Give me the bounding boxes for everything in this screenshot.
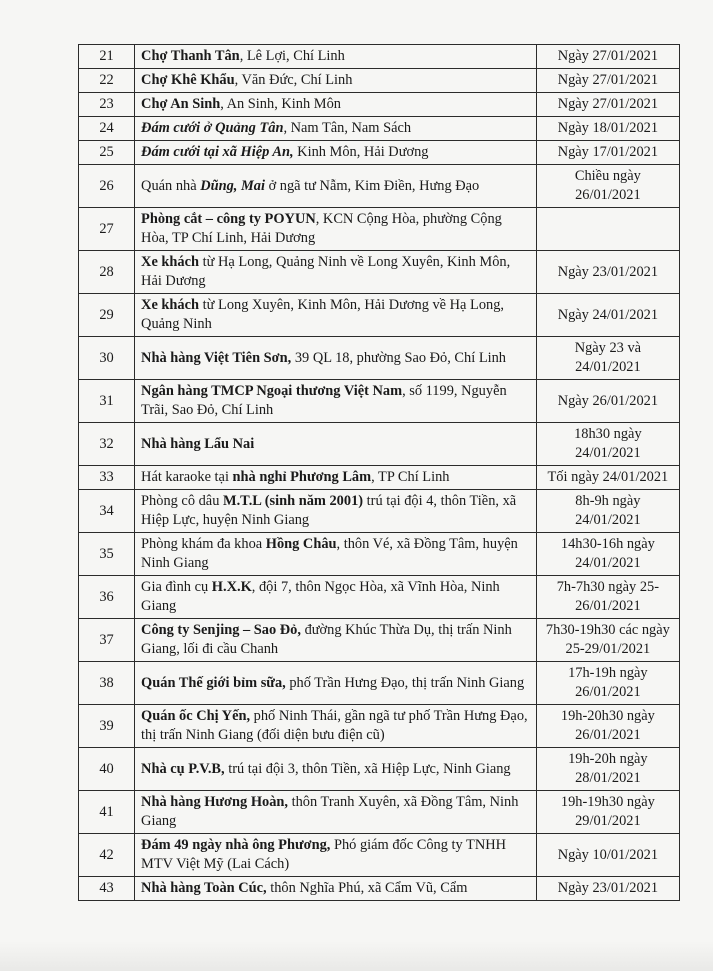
time-cell: Ngày 27/01/2021 xyxy=(536,69,679,93)
location-prefix: Phòng khám đa khoa xyxy=(141,536,266,552)
location-prefix: Quán nhà xyxy=(141,177,201,194)
time-cell: Chiều ngày 26/01/2021 xyxy=(536,165,679,208)
location-cell xyxy=(135,423,537,466)
location-name: Chợ Thanh Tân xyxy=(141,48,240,64)
time-cell: Ngày 23/01/2021 xyxy=(536,877,679,901)
location-cell xyxy=(135,93,537,117)
table-row xyxy=(79,93,680,117)
table-row xyxy=(79,69,680,93)
time-cell: 7h30-19h30 các ngày 25-29/01/2021 xyxy=(536,619,679,662)
location-prefix: Gia đình cụ xyxy=(141,579,212,595)
location-detail: Kinh Môn, Hải Dương xyxy=(293,144,429,160)
location-detail: , Nam Tân, Nam Sách xyxy=(283,120,412,136)
location-name: Nhà hàng Lẩu Nai xyxy=(141,435,255,452)
location-detail: , đội 7, thôn Ngọc Hòa, xã Vĩnh Hòa, Ninh Giang xyxy=(141,579,500,614)
time-cell: Ngày 17/01/2021 xyxy=(536,141,679,165)
row-number: 36 xyxy=(79,576,135,619)
time-cell: Ngày 27/01/2021 xyxy=(536,45,679,69)
row-number: 42 xyxy=(79,834,135,877)
row-number: 35 xyxy=(79,533,135,576)
locations-table-body xyxy=(79,45,680,901)
location-cell xyxy=(135,208,537,251)
table-row xyxy=(79,533,680,576)
location-detail: , số 1199, Nguyễn Trãi, Sao Đỏ, Chí Linh xyxy=(141,383,507,418)
location-detail: từ Hạ Long, Quảng Ninh về Long Xuyên, Kinh Môn, Hải Dương xyxy=(141,254,511,289)
location-cell xyxy=(135,251,537,294)
time-cell: 17h-19h ngày 26/01/2021 xyxy=(536,662,679,705)
location-cell xyxy=(135,337,537,380)
location-cell xyxy=(135,490,537,533)
row-number: 38 xyxy=(79,662,135,705)
row-number: 32 xyxy=(79,423,135,466)
table-row xyxy=(79,662,680,705)
location-name: Hồng Châu xyxy=(265,536,337,552)
row-number: 34 xyxy=(79,490,135,533)
row-number: 28 xyxy=(79,251,135,294)
table-row xyxy=(79,165,680,208)
location-cell xyxy=(135,117,537,141)
location-detail: , An Sinh, Kinh Môn xyxy=(220,96,341,112)
locations-table xyxy=(78,44,680,901)
location-name: Đám 49 ngày nhà ông Phương, xyxy=(141,837,331,853)
location-name: Nhà cụ P.V.B, xyxy=(141,760,225,777)
time-cell: Ngày 27/01/2021 xyxy=(536,93,679,117)
row-number: 29 xyxy=(79,294,135,337)
table-row xyxy=(79,834,680,877)
location-cell xyxy=(135,791,537,834)
row-number: 41 xyxy=(79,791,135,834)
time-cell: 7h-7h30 ngày 25-26/01/2021 xyxy=(536,576,679,619)
table-row xyxy=(79,251,680,294)
location-cell xyxy=(135,834,537,877)
table-row xyxy=(79,294,680,337)
row-number: 33 xyxy=(79,466,135,490)
table-row xyxy=(79,337,680,380)
time-cell: 19h-20h ngày 28/01/2021 xyxy=(536,748,679,791)
row-number: 22 xyxy=(79,69,135,93)
location-detail: từ Long Xuyên, Kinh Môn, Hải Dương về Hạ Long, Quảng Ninh xyxy=(141,297,505,332)
table-row xyxy=(79,117,680,141)
time-cell: 19h-19h30 ngày 29/01/2021 xyxy=(536,791,679,834)
table-row xyxy=(79,576,680,619)
row-number: 31 xyxy=(79,380,135,423)
location-detail: , TP Chí Linh xyxy=(371,469,450,485)
time-cell: 19h-20h30 ngày 26/01/2021 xyxy=(536,705,679,748)
table-row xyxy=(79,141,680,165)
location-detail: , Lê Lợi, Chí Linh xyxy=(239,48,345,64)
table-row xyxy=(79,791,680,834)
table-row xyxy=(79,748,680,791)
location-cell xyxy=(135,69,537,93)
location-name: Chợ An Sinh xyxy=(141,96,221,112)
location-prefix: Phòng cô dâu xyxy=(141,493,223,509)
location-name: Đám cưới ở Quảng Tân xyxy=(141,120,284,136)
table-row xyxy=(79,619,680,662)
time-cell: Ngày 24/01/2021 xyxy=(536,294,679,337)
time-cell: Ngày 26/01/2021 xyxy=(536,380,679,423)
table-row xyxy=(79,45,680,69)
location-cell xyxy=(135,294,537,337)
time-cell: Ngày 23 và 24/01/2021 xyxy=(536,337,679,380)
time-cell: Ngày 23/01/2021 xyxy=(536,251,679,294)
location-name: Phòng cắt – công ty POYUN xyxy=(141,211,316,227)
location-name: M.T.L (sinh năm 2001) xyxy=(223,493,364,509)
row-number: 43 xyxy=(79,877,135,901)
location-detail: ở ngã tư Nẫm, Kim Điền, Hưng Đạo xyxy=(264,177,480,194)
table-row xyxy=(79,705,680,748)
time-cell: 14h30-16h ngày 24/01/2021 xyxy=(536,533,679,576)
location-cell xyxy=(135,141,537,165)
page-bottom-shadow xyxy=(0,941,713,971)
time-cell: Tối ngày 24/01/2021 xyxy=(536,466,679,490)
table-row xyxy=(79,208,680,251)
location-name: Đám cưới tại xã Hiệp An, xyxy=(141,144,294,160)
time-cell: 18h30 ngày 24/01/2021 xyxy=(536,423,679,466)
row-number: 23 xyxy=(79,93,135,117)
row-number: 26 xyxy=(79,165,135,208)
location-name: H.X.K xyxy=(211,579,252,595)
location-cell xyxy=(135,877,537,901)
location-name: Dũng, Mai xyxy=(200,177,265,194)
location-name: nhà nghỉ Phương Lâm xyxy=(232,469,372,485)
location-name: Xe khách xyxy=(141,254,200,270)
row-number: 37 xyxy=(79,619,135,662)
location-detail: 39 QL 18, phường Sao Đỏ, Chí Linh xyxy=(291,349,506,366)
location-cell xyxy=(135,466,537,490)
time-cell: 8h-9h ngày 24/01/2021 xyxy=(536,490,679,533)
location-detail: thôn Tranh Xuyên, xã Đồng Tâm, Ninh Giang xyxy=(141,794,519,829)
location-cell xyxy=(135,165,537,208)
time-cell xyxy=(536,208,679,251)
row-number: 24 xyxy=(79,117,135,141)
location-cell xyxy=(135,576,537,619)
table-row xyxy=(79,423,680,466)
location-name: Nhà hàng Toàn Cúc, xyxy=(141,880,267,896)
location-detail: thôn Nghĩa Phú, xã Cẩm Vũ, Cẩm xyxy=(266,880,468,896)
location-detail: , KCN Cộng Hòa, phường Cộng Hòa, TP Chí Linh, Hải Dương xyxy=(141,211,502,246)
row-number: 21 xyxy=(79,45,135,69)
location-detail: phố Trần Hưng Đạo, thị trấn Ninh Giang xyxy=(285,674,525,691)
location-name: Công ty Senjing – Sao Đỏ, xyxy=(141,622,301,638)
table-row xyxy=(79,380,680,423)
location-cell xyxy=(135,380,537,423)
location-detail: trú tại đội 4, thôn Tiền, xã Hiệp Lực, huyện Ninh Giang xyxy=(141,493,517,528)
table-row xyxy=(79,490,680,533)
table-row xyxy=(79,877,680,901)
location-detail: đường Khúc Thừa Dụ, thị trấn Ninh Giang, lối đi cầu Chanh xyxy=(141,622,512,657)
table-row xyxy=(79,466,680,490)
location-cell xyxy=(135,533,537,576)
row-number: 27 xyxy=(79,208,135,251)
location-name: Nhà hàng Hương Hoàn, xyxy=(141,794,289,810)
location-name: Nhà hàng Việt Tiên Sơn, xyxy=(141,349,292,366)
location-detail: , Văn Đức, Chí Linh xyxy=(234,72,353,88)
location-name: Ngân hàng TMCP Ngoại thương Việt Nam xyxy=(141,383,403,399)
location-cell xyxy=(135,705,537,748)
row-number: 30 xyxy=(79,337,135,380)
row-number: 40 xyxy=(79,748,135,791)
location-detail: phố Ninh Thái, gần ngã tư phố Trần Hưng Đạo, thị trấn Ninh Giang (đối diện bưu điện cũ) xyxy=(141,708,528,743)
time-cell: Ngày 18/01/2021 xyxy=(536,117,679,141)
location-detail: trú tại đội 3, thôn Tiền, xã Hiệp Lực, Ninh Giang xyxy=(224,760,511,777)
row-number: 39 xyxy=(79,705,135,748)
location-name: Quán ốc Chị Yến, xyxy=(141,708,251,724)
location-cell xyxy=(135,662,537,705)
location-cell xyxy=(135,748,537,791)
location-cell xyxy=(135,45,537,69)
location-detail: , thôn Vé, xã Đồng Tâm, huyện Ninh Giang xyxy=(141,536,518,571)
location-name: Quán Thế giới bỉm sữa, xyxy=(141,674,286,691)
time-cell: Ngày 10/01/2021 xyxy=(536,834,679,877)
location-name: Chợ Khê Khẩu xyxy=(141,72,235,88)
location-cell xyxy=(135,619,537,662)
location-name: Xe khách xyxy=(141,297,200,313)
location-detail: Phó giám đốc Công ty TNHH MTV Việt Mỹ (Lai Cách) xyxy=(141,837,507,872)
row-number: 25 xyxy=(79,141,135,165)
location-prefix: Hát karaoke tại xyxy=(141,469,233,485)
